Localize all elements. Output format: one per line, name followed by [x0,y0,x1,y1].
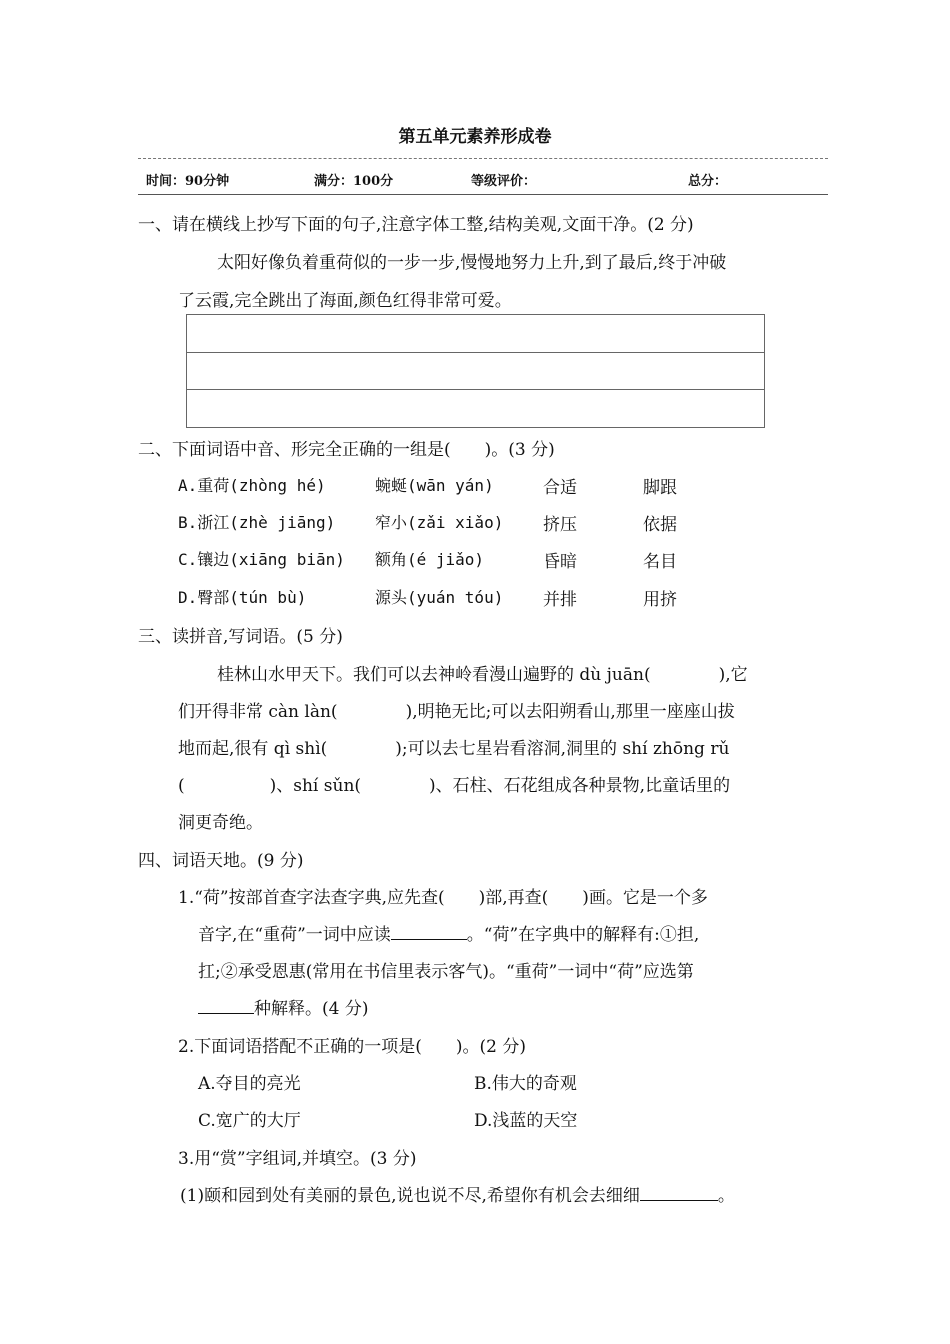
q4-3-sub1-end: 。 [717,1186,735,1206]
q2-option-d-word3: 并排 [543,590,577,610]
appreciate-word-blank[interactable] [640,1185,718,1201]
meaning-blank[interactable] [198,998,254,1014]
writing-line [187,389,764,390]
q2-option-b-word3: 挤压 [543,515,577,535]
q2-option-a-word4: 脚跟 [643,478,677,498]
q3-passage-line4: ( )、shí sǔn( )、石柱、石花组成各种景物,比童话里的 [178,776,731,796]
info-bar [138,162,828,195]
q4-1-line4 [198,994,368,1019]
q3-passage-line5: 洞更奇绝。 [178,813,263,833]
q2-option-c-word1: C.镶边(xiāng biān) [178,550,345,569]
q4-2-question: 2.下面词语搭配不正确的一项是( )。(2 分) [178,1037,526,1057]
q2-option-c-word4: 名目 [643,552,677,572]
q4-1-line2 [198,920,699,945]
q4-3-sub1-text: (1)颐和园到处有美丽的景色,说也说不尽,希望你有机会去细细 [180,1186,640,1206]
full-score-label: 满分：100分 [314,174,394,189]
q4-2-option-b: B.伟大的奇观 [474,1074,577,1094]
q2-option-a-word2: 蜿蜒(wān yán) [375,476,494,495]
q3-passage-line3: 地而起,很有 qì shì( );可以去七星岩看溶洞,洞里的 shí zhōng rǔ [178,739,730,759]
q2-option-b-word1: B.浙江(zhè jiāng) [178,513,336,532]
q2-option-d-word4: 用挤 [643,590,677,610]
q2-heading: 二、下面词语中音、形完全正确的一组是( )。(3 分) [138,440,555,460]
writing-line [187,352,764,353]
q4-2-option-c: C.宽广的大厅 [198,1111,301,1131]
q1-sentence-line2: 了云霞,完全跳出了海面,颜色红得非常可爱。 [178,291,512,311]
q4-heading: 四、词语天地。(9 分) [138,851,304,871]
q3-heading: 三、读拼音,写词语。(5 分) [138,627,343,647]
q4-1-line2-end: 。“荷”在字典中的解释有:①担, [466,925,700,945]
page-title: 第五单元素养形成卷 [398,127,552,147]
q2-option-d-word1: D.臀部(tún bù) [178,588,307,607]
q4-3-sub1 [180,1181,735,1206]
q3-passage-line2: 们开得非常 càn làn( ),明艳无比;可以去阳朔看山,那里一座座山拔 [178,702,735,722]
q4-3-question: 3.用“赏”字组词,并填空。(3 分) [178,1149,417,1169]
grade-label: 等级评价： [471,174,537,189]
dashed-divider [138,158,828,159]
q2-option-a-word1: A.重荷(zhòng hé) [178,476,326,495]
q2-option-b-word2: 窄小(zǎi xiǎo) [375,513,504,532]
pronunciation-blank[interactable] [391,924,467,940]
q4-1-line2-start: 音字,在“重荷”一词中应读 [198,925,391,945]
q2-option-c-word2: 额角(é jiǎo) [375,550,485,569]
q4-2-option-d: D.浅蓝的天空 [474,1111,578,1131]
q4-1-line4-text: 种解释。(4 分) [254,999,369,1019]
q3-passage-line1: 桂林山水甲天下。我们可以去神岭看漫山遍野的 dù juān( ),它 [217,665,748,685]
q2-option-b-word4: 依据 [643,515,677,535]
time-label: 时间：90分钟 [146,174,230,189]
q4-1-line3: 扛;②承受恩惠(常用在书信里表示客气)。“重荷”一词中“荷”应选第 [198,962,694,982]
copy-writing-box[interactable] [186,314,765,428]
q2-option-d-word2: 源头(yuán tóu) [375,588,504,607]
q1-sentence-line1: 太阳好像负着重荷似的一步一步,慢慢地努力上升,到了最后,终于冲破 [217,253,727,273]
q2-option-c-word3: 昏暗 [543,552,577,572]
total-label: 总分： [688,174,728,189]
q1-heading: 一、请在横线上抄写下面的句子,注意字体工整,结构美观,文面干净。(2 分) [138,215,694,235]
q4-1-line1: 1.“荷”按部首查字法查字典,应先查( )部,再查( )画。它是一个多 [178,888,708,908]
q4-2-option-a: A.夺目的亮光 [198,1074,301,1094]
q2-option-a-word3: 合适 [543,478,577,498]
